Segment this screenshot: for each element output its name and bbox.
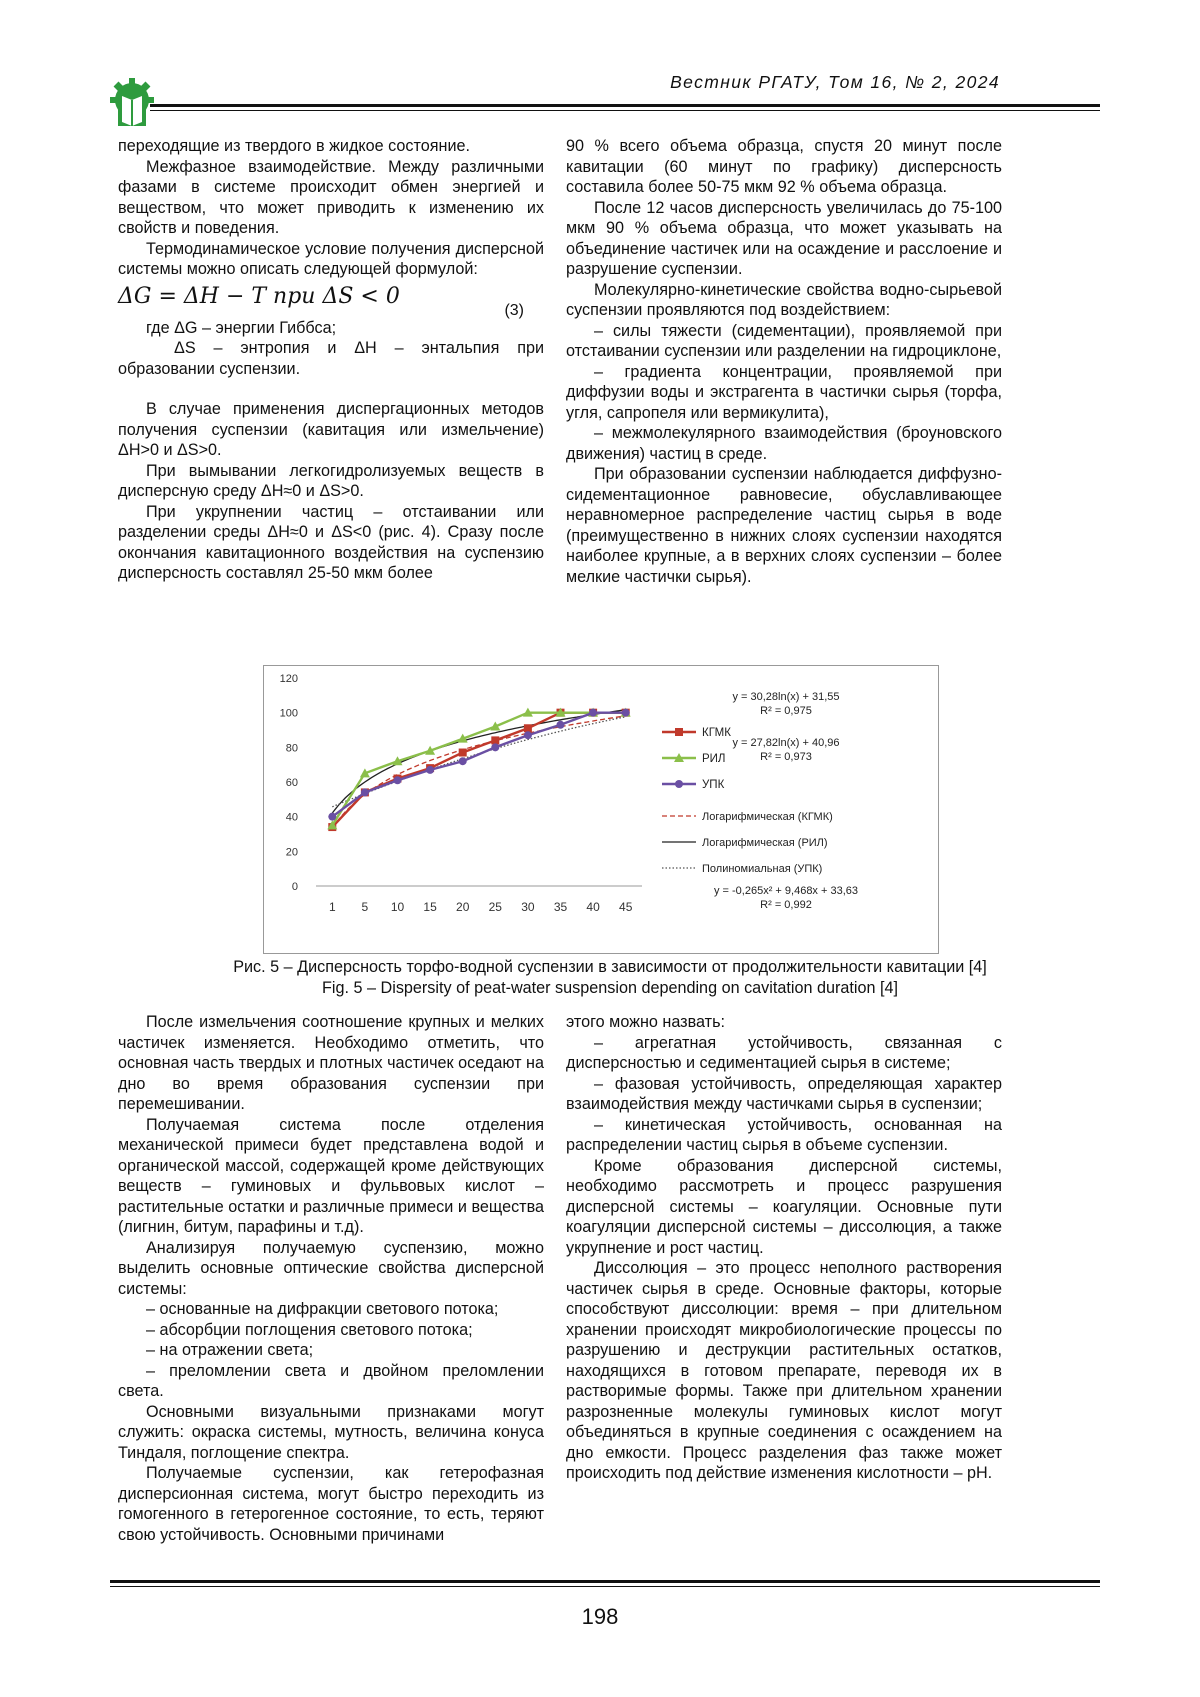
list-item: – агрегатная устойчивость, связанная с дисперсностью и седиментацией сырья в системе;	[566, 1033, 1002, 1072]
header-rule-thin	[150, 110, 1100, 111]
list-item: – кинетическая устойчивость, основанная на распределении частиц сырья в объеме суспензии.	[566, 1115, 1002, 1154]
page-number: 198	[581, 1604, 619, 1629]
legend-label: УПК	[702, 779, 725, 791]
x-tick-label: 10	[390, 900, 405, 914]
x-tick-label: 15	[423, 900, 437, 914]
paragraph: Получаемая система после отделения механической примеси будет представлена водой и органической массой, содержащей кроме действующих веществ – гуминовых и фульвовых кислот –растительные остатки и различные примеси и вещества (лигнин, битум, парафины и т.д).	[118, 1115, 544, 1236]
data-point	[361, 788, 369, 796]
y-tick-label: 40	[285, 811, 298, 824]
paragraph: Основными визуальными признаками могут служить: окраска системы, мутность, величина конуса Тиндаля, поглощение спектра.	[118, 1402, 544, 1462]
x-tick-label: 40	[586, 900, 600, 914]
x-tick-label: 5	[361, 900, 369, 914]
trend-equation: y = 30,28ln(x) + 31,55	[732, 691, 840, 703]
right-column-top	[566, 136, 1002, 587]
paragraph: этого можно назвать:	[566, 1013, 725, 1031]
paragraph: Межфазное взаимодействие. Между различными фазами в системе происходит обмен энергией и веществом, что может приводить к изменению их свойств и поведения.	[118, 157, 544, 237]
paragraph: 90 % всего объема образца, спустя 20 минут после кавитации (60 минут по графику) дисперсность составила более 50-75 мкм 92 % объема образца.	[566, 137, 1002, 196]
y-tick-label: 120	[279, 673, 298, 685]
list-item: – абсорбции поглощения светового потока;	[146, 1320, 473, 1339]
y-tick-label: 100	[279, 707, 298, 720]
legend-label: Логарифмическая (РИЛ)	[702, 837, 828, 849]
figure-caption-en: Fig. 5 – Dispersity of peat-water suspension depending on cavitation duration [4]	[322, 979, 898, 997]
journal-header: Вестник РГАТУ, Том 16, № 2, 2024	[670, 72, 1000, 92]
paragraph: – межмолекулярного взаимодействия (броуновского движения) частиц в среде.	[566, 424, 1002, 463]
trend-line	[332, 710, 625, 813]
data-point	[589, 709, 597, 717]
figure-chart	[263, 665, 939, 954]
x-tick-label: 30	[521, 900, 535, 914]
y-tick-label: 60	[285, 777, 298, 789]
x-tick-label: 20	[456, 900, 470, 914]
paragraph: При образовании суспензии наблюдается диффузно-сидементационное равновесие, обуславливающее неравномерное распределение частиц сырья в воде (преимущественно в нижних слоях суспензии находятся наиболее крупные, а в верхних слоях суспензии – более мелкие частички сырья).	[566, 465, 1002, 586]
y-tick-label: 0	[291, 881, 298, 893]
equation-number: (3)	[504, 301, 524, 319]
journal-logo	[110, 78, 154, 128]
x-tick-label: 25	[488, 900, 502, 914]
trend-r2: R² = 0,975	[760, 705, 812, 717]
figure-caption-ru: Рис. 5 – Дисперсность торфо-водной суспензии в зависимости от продолжительности кавитации [4]	[233, 958, 987, 976]
data-point	[491, 743, 499, 751]
paragraph: При вымывании легкогидролизуемых веществ в дисперсную среду ΔH≈0 и ΔS>0.	[118, 461, 544, 500]
paragraph: – градиента концентрации, проявляемой при диффузии воды и экстрагента в частички сырья (торфа, угля, сапропеля или вермикулита),	[566, 362, 1002, 422]
legend-marker	[675, 780, 683, 788]
trend-equation: y = -0,265x² + 9,468x + 33,63	[713, 885, 859, 897]
trend-r2: R² = 0,992	[760, 899, 812, 911]
paragraph: После измельчения соотношение крупных и мелких частичек изменяется. Необходимо отметить, что основная часть твердых и плотных частичек оседают на дно во время образования суспензии при перемешивании.	[118, 1013, 544, 1113]
paragraph: – силы тяжести (сидементации), проявляемой при отстаивании суспензии или разделении на гидроциклоне,	[566, 321, 1002, 360]
right-column-bottom	[566, 1012, 1002, 1484]
x-tick-label: 45	[619, 900, 633, 914]
data-point	[524, 724, 532, 732]
data-point	[328, 813, 336, 821]
formula-text: ΔG = ΔH − T при ΔS < 0	[118, 283, 400, 309]
data-point	[426, 766, 434, 774]
series-line	[332, 713, 625, 826]
trend-r2: R² = 0,973	[760, 751, 812, 763]
paragraph: В случае применения диспергационных методов получения суспензии (кавитация или измельчение) ΔH>0 и ΔS>0.	[118, 400, 544, 459]
paragraph: Молекулярно-кинетические свойства водно-сырьевой суспензии проявляются под воздействием:	[566, 280, 1002, 319]
legend-marker	[675, 728, 683, 736]
data-point	[394, 776, 402, 784]
x-tick-label: 1	[328, 900, 336, 914]
data-point	[557, 721, 565, 729]
list-item: – на отражении света;	[146, 1341, 314, 1359]
legend-label: РИЛ	[702, 753, 726, 765]
trend-line	[332, 717, 625, 807]
left-column-bottom	[118, 1012, 544, 1545]
paragraph: ΔS – энтропия и ΔH – энтальпия при образовании суспензии.	[118, 339, 544, 378]
dispersity-chart	[264, 666, 938, 953]
footer-rule	[110, 1580, 1100, 1583]
footer-rule-thin	[110, 1586, 1100, 1587]
data-point	[622, 709, 630, 717]
paragraph: Получаемые суспензии, как гетерофазная дисперсионная система, могут быстро переходить из гомогенного в гетерогенное состояние, то есть, теряют свою устойчивость. Основными причинами	[118, 1464, 544, 1544]
paragraph: Кроме образования дисперсной системы, необходимо рассмотреть и процесс разрушения дисперсной системы – коагуляции. Основные пути коагуляции дисперсной системы – диссолюция, а также укрупнение и рост частиц.	[566, 1156, 1002, 1257]
data-point	[459, 749, 467, 757]
paragraph: переходящие из твердого в жидкое состояние.	[118, 137, 471, 155]
header-rule	[150, 104, 1100, 107]
formula	[118, 282, 544, 319]
paragraph: где ΔG – энергии Гиббса;	[146, 318, 337, 337]
x-tick-label: 35	[553, 900, 568, 914]
data-point	[491, 736, 499, 744]
list-item: – фазовая устойчивость, определяющая характер взаимодействия между частичками сырья в суспензии;	[566, 1074, 1002, 1113]
list-item: – основанные на дифракции светового потока;	[146, 1300, 499, 1318]
trend-equation: y = 27,82ln(x) + 40,96	[732, 737, 840, 749]
legend-label: Логарифмическая (КГМК)	[702, 811, 833, 823]
paragraph: Анализируя получаемую суспензию, можно выделить основные оптические свойства дисперсной системы:	[118, 1238, 544, 1298]
paragraph: Термодинамическое условие получения дисперсной системы можно описать следующей формулой:	[118, 239, 544, 278]
y-tick-label: 80	[285, 742, 298, 755]
left-column-top	[118, 136, 544, 584]
list-item: – преломлении света и двойном преломлении света.	[118, 1361, 544, 1400]
paragraph: При укрупнении частиц – отстаивании или разделении среды ΔH≈0 и ΔS<0 (рис. 4). Сразу после окончания кавитационного воздействия на суспензию дисперсность составлял 25-50 мкм более	[118, 502, 544, 582]
data-point	[524, 731, 532, 739]
data-point	[459, 757, 467, 765]
series-line	[332, 713, 625, 817]
paragraph: Диссолюция – это процесс неполного растворения частичек сырья в среде. Основные факторы, которые способствуют диссолюции: время – при длительном хранении происходят микробиологические процессы по разрушению и деструкции растительных остатков, находящихся в готовом препарате, переводя их в растворимые формы. Также при длительном хранении разрозненные молекулы гуминовых кислот могут объединяться в крупные соединения с осаждением на дно емкости. Процесс разделения фаз также может происходить под действие изменения кислотности – pH.	[566, 1259, 1002, 1482]
paragraph: После 12 часов дисперсность увеличилась до 75-100 мкм 90 % объема образца, что может указывать на объединение частичек или на осаждение и расслоение и разрушение суспензии.	[566, 198, 1002, 278]
y-tick-label: 20	[285, 846, 298, 859]
legend-label: КГМК	[702, 727, 731, 739]
legend-label: Полиномиальная (УПК)	[702, 863, 823, 875]
